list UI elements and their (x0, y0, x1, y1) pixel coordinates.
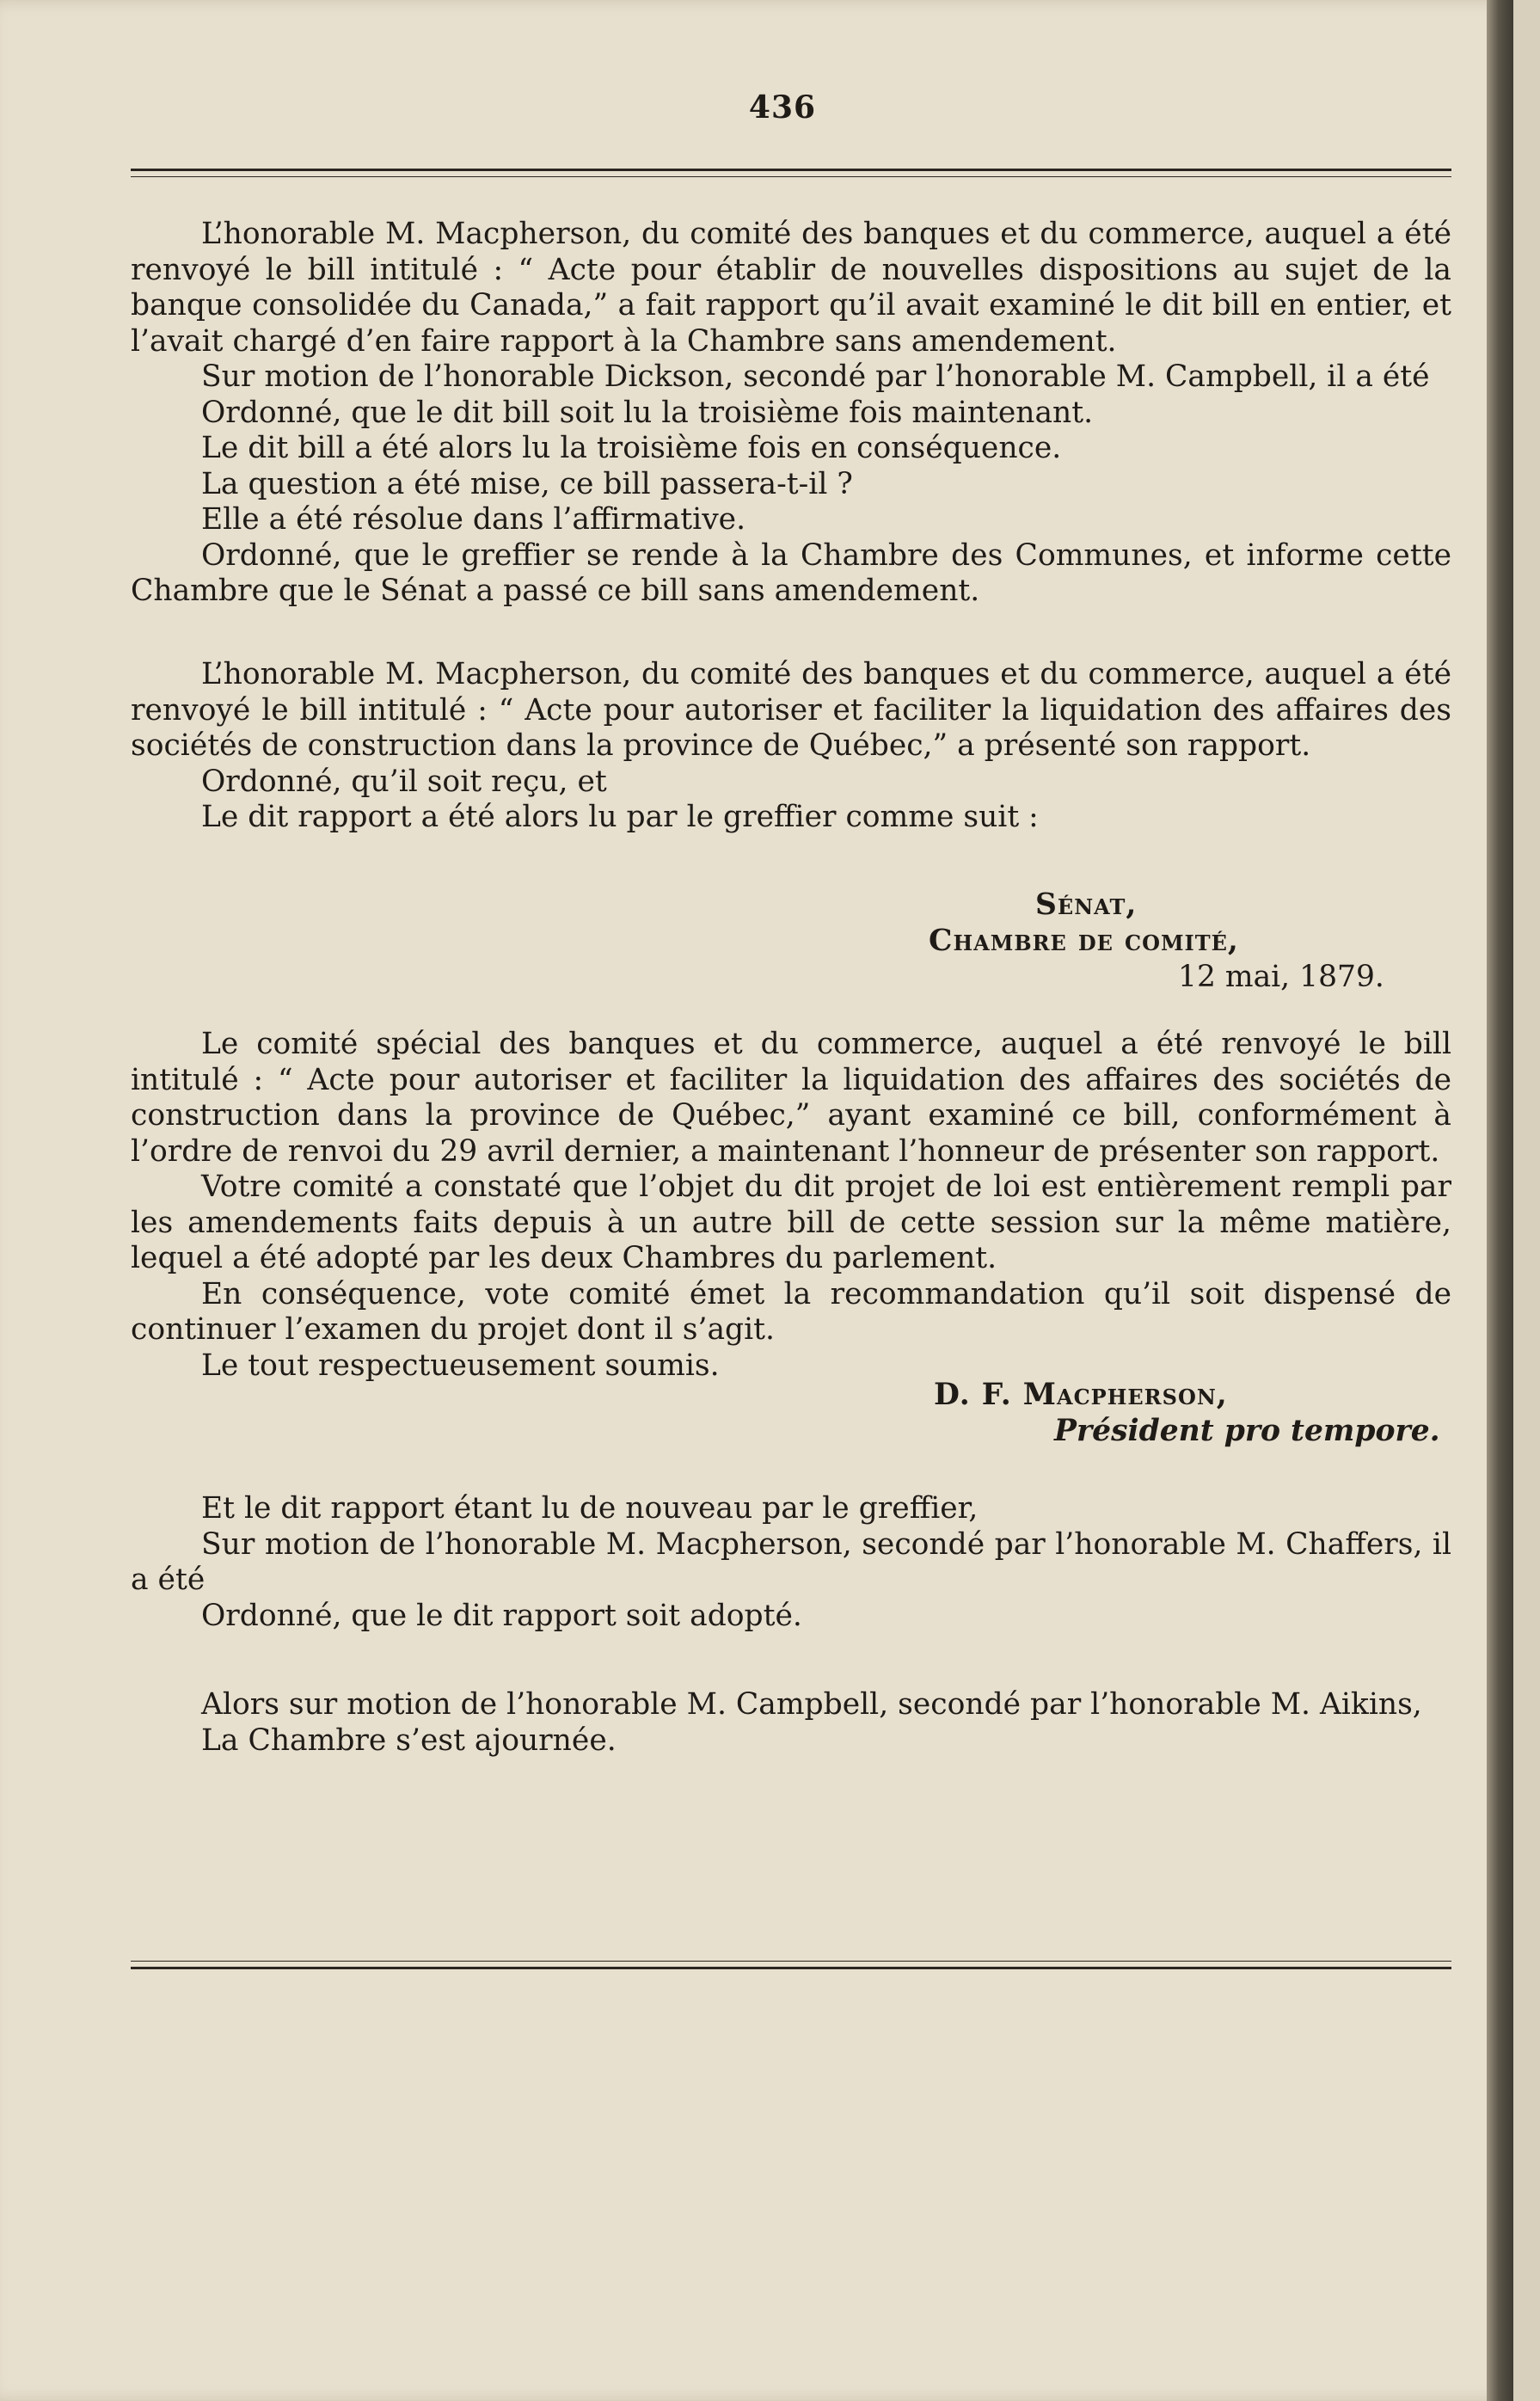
report-heading-senat: Sénat, (1035, 887, 1138, 922)
paragraph: Sur motion de l’honorable Dickson, secondé par l’honorable M. Campbell, il a été (201, 359, 1430, 394)
paragraph: Alors sur motion de l’honorable M. Campbell, secondé par l’honorable M. Aikins, (201, 1687, 1422, 1722)
paragraph: La question a été mise, ce bill passera-t-il ? (201, 466, 853, 501)
paragraph: Votre comité a constaté que l’objet du dit projet de loi est entièrement rempli par les amendements faits depuis à un autre bill de cette session sur la même matière, lequel a été adopté par les deux Chambres du parlement. (131, 1170, 1451, 1275)
bottom-rule-thin (131, 1961, 1451, 1962)
paragraph: Ordonné, qu’il soit reçu, et (201, 764, 607, 799)
paragraph: Ordonné, que le dit rapport soit adopté. (201, 1598, 802, 1633)
paragraph: En conséquence, vote comité émet la recommandation qu’il soit dispensé de continuer l’examen du projet dont il s’agit. (131, 1276, 1451, 1347)
section-adjournment (131, 1687, 1451, 1759)
paragraph: Le tout respectueusement soumis. (201, 1348, 720, 1383)
section-bill-consolidee (131, 217, 1451, 610)
signature-title: Président pro tempore. (1054, 1414, 1440, 1448)
paragraph: Ordonné, que le greffier se rende à la Chambre des Communes, et informe cette Chambre que le Sénat a passé ce bill sans amendement. (131, 537, 1451, 608)
paragraph: Ordonné, que le dit bill soit lu la troisième fois maintenant. (201, 395, 1094, 430)
top-rule-thin (131, 176, 1451, 177)
committee-report (131, 1027, 1451, 1384)
paragraph: Sur motion de l’honorable M. Macpherson, secondé par l’honorable M. Chaffers, il a été (131, 1526, 1451, 1597)
bottom-rule (131, 1967, 1451, 1969)
section-adoption (131, 1491, 1451, 1634)
paragraph: Le dit bill a été alors lu la troisième fois en conséquence. (201, 431, 1062, 465)
signature-name: D. F. Macpherson, (934, 1378, 1228, 1412)
paragraph: Le comité spécial des banques et du commerce, auquel a été renvoyé le bill intitulé : “ Acte pour autoriser et faciliter la liquidation des affaires des sociétés de construction dans la province de Québec,” ayant examiné ce bill, conformément à l’ordre de renvoi du 29 avril dernier, a maintenant l’honneur de présenter son rapport. (131, 1027, 1451, 1169)
section-societes-construction (131, 657, 1451, 836)
paragraph: Le dit rapport a été alors lu par le greffier comme suit : (201, 800, 1039, 834)
page-number: 436 (748, 89, 817, 126)
report-heading-chambre: Chambre de comité, (929, 924, 1239, 958)
report-date: 12 mai, 1879. (1178, 960, 1384, 994)
paragraph: Et le dit rapport étant lu de nouveau par le greffier, (201, 1491, 979, 1526)
paragraph: L’honorable M. Macpherson, du comité des banques et du commerce, auquel a été renvoyé le bill intitulé : “ Acte pour établir de nouvelles dispositions au sujet de la banque consolidée du Canada,” a fait rapport qu’il avait examiné le dit bill en entier, et l’avait chargé d’en faire rapport à la Chambre sans amendement. (131, 217, 1451, 359)
paragraph: La Chambre s’est ajournée. (201, 1722, 617, 1758)
page-edge (1487, 0, 1513, 2401)
paragraph: Elle a été résolue dans l’affirmative. (201, 502, 746, 537)
top-rule (131, 169, 1451, 171)
paragraph: L’honorable M. Macpherson, du comité des banques et du commerce, auquel a été renvoyé le bill intitulé : “ Acte pour autoriser et faciliter la liquidation des affaires des sociétés de construction dans la province de Québec,” a présenté son rapport. (131, 657, 1451, 763)
